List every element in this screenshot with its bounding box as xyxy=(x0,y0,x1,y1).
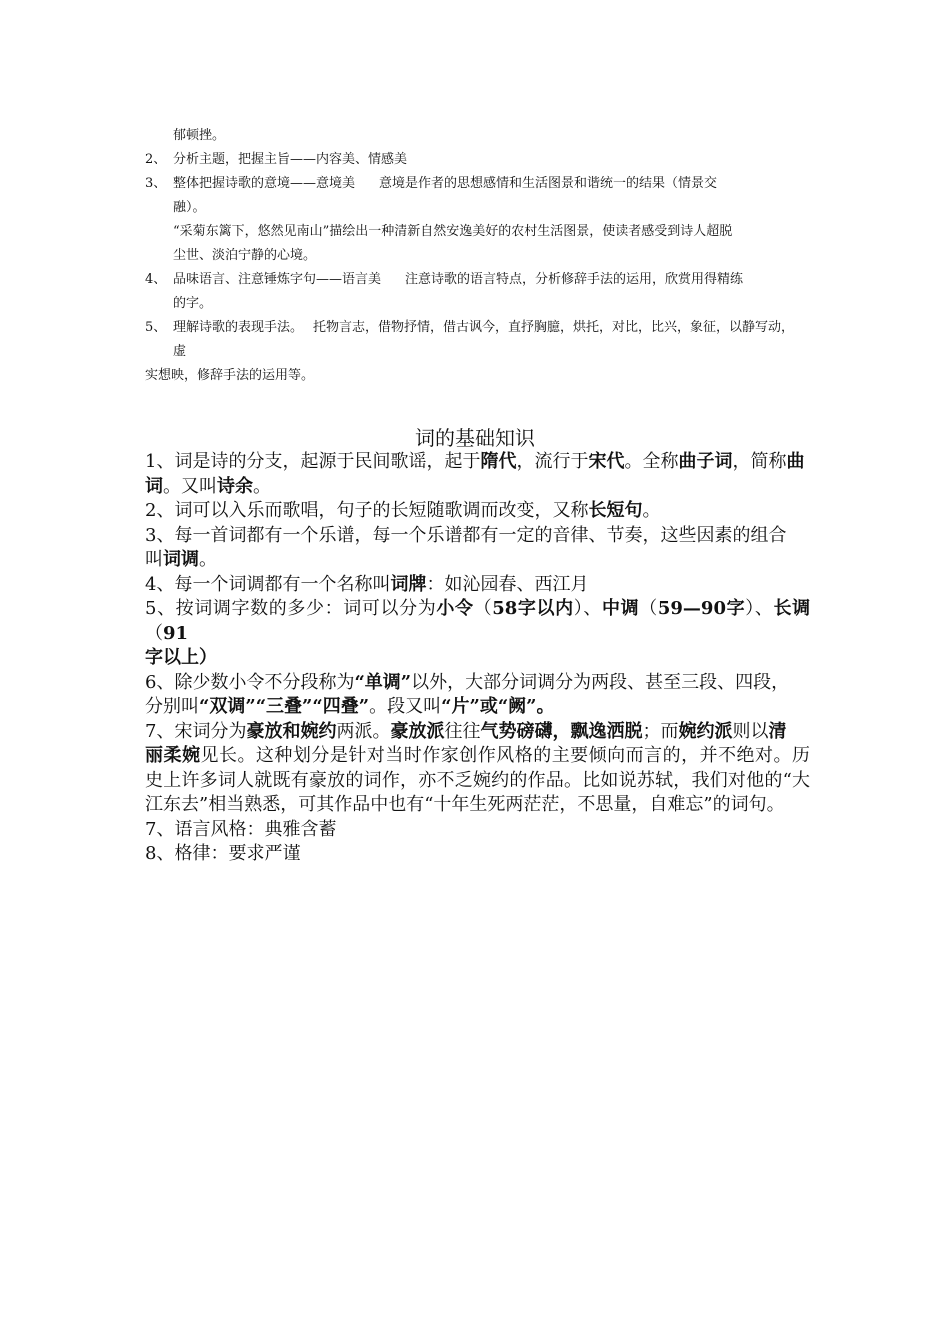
example-line-cont: 尘世、淡泊宁静的心境。 xyxy=(173,248,317,263)
paragraph-1: 1、词是诗的分支，起源于民间歌谣，起于隋代，流行于宋代。全称曲子词，简称曲 词。又叫诗余。 xyxy=(145,451,805,497)
list-number: 2、 xyxy=(145,152,167,167)
list-item-5-cont-2: 实想映，修辞手法的运用等。 xyxy=(145,368,315,383)
list-item-3-cont: 融）。 xyxy=(173,200,206,215)
list-text xyxy=(173,268,810,292)
list-item-5 xyxy=(145,316,810,340)
list-detail: 意境是作者的思想感情和生活图景和谐统一的结果（情景交 xyxy=(379,176,718,191)
list-lead: 整体把握诗歌的意境——意境美 xyxy=(173,176,356,191)
list-number: 3、 xyxy=(145,176,167,191)
list-text: 分析主题，把握主旨——内容美、情感美 xyxy=(173,152,408,167)
section-heading: 词的基础知识 xyxy=(415,426,535,450)
continuation-line: 郁顿挫。 xyxy=(173,128,226,143)
list-number: 5、 xyxy=(145,320,167,335)
list-item-4-cont: 的字。 xyxy=(173,296,213,311)
paragraph-2: 2、词可以入乐而歌唱，句子的长短随歌调而改变，又称长短句。 xyxy=(145,500,661,521)
paragraph-5: 5、按词调字数的多少：词可以分为小令（58字以内）、中调（59—90字）、长调（91 字以上） xyxy=(145,598,811,668)
list-item-3 xyxy=(145,172,810,196)
example-line: “采菊东篱下，悠然见南山”描绘出一种清新自然安逸美好的农村生活图景，使读者感受到诗人超脱 xyxy=(173,224,733,239)
list-detail: 托物言志，借物抒情，借古讽今，直抒胸臆，烘托，对比，比兴，象征，以静写动， xyxy=(313,320,795,335)
paragraph-4: 4、每一个词调都有一个名称叫词牌：如沁园春、西江月 xyxy=(145,573,589,595)
paragraph-8: 7、语言风格：典雅含蓄 xyxy=(145,818,337,840)
list-item-5-cont: 虚 xyxy=(173,344,187,359)
list-text xyxy=(173,172,810,196)
main-section xyxy=(145,450,810,867)
list-detail: 注意诗歌的语言特点，分析修辞手法的运用，欣赏用得精练 xyxy=(405,272,744,287)
paragraph-6: 6、除少数小令不分段称为“单调”以外，大部分词调分为两段、甚至三段、四段， 分别叫“双调”“三叠”“四叠”。段又叫“片”或“阙”。 xyxy=(145,671,790,717)
list-number: 4、 xyxy=(145,272,167,287)
list-text xyxy=(173,316,810,340)
paragraph-3: 3、每一首词都有一个乐谱，每一个乐谱都有一定的音律、节奏，这些因素的组合 叫词调。 xyxy=(145,524,787,570)
paragraph-9: 8、格律：要求严谨 xyxy=(145,843,301,864)
paragraph-7: 7、宋词分为豪放和婉约两派。豪放派往往气势磅礴，飘逸洒脱；而婉约派则以清 丽柔婉见长。这种划分是针对当时作家创作风格的主要倾向而言的，并不绝对。历史上许多词人就既有豪放的词作，亦不乏婉约的作品。比如说苏轼，我们对他的“大江东去”相当熟悉，可其作品中也有“十年生死两茫茫，不思量，自难忘”的词句。 xyxy=(145,720,811,815)
list-item-2 xyxy=(145,148,810,172)
top-section xyxy=(145,124,810,388)
list-lead: 品味语言、注意锤炼字句——语言美 xyxy=(173,272,382,287)
list-lead: 理解诗歌的表现手法。 xyxy=(173,320,304,335)
list-item-4 xyxy=(145,268,810,292)
